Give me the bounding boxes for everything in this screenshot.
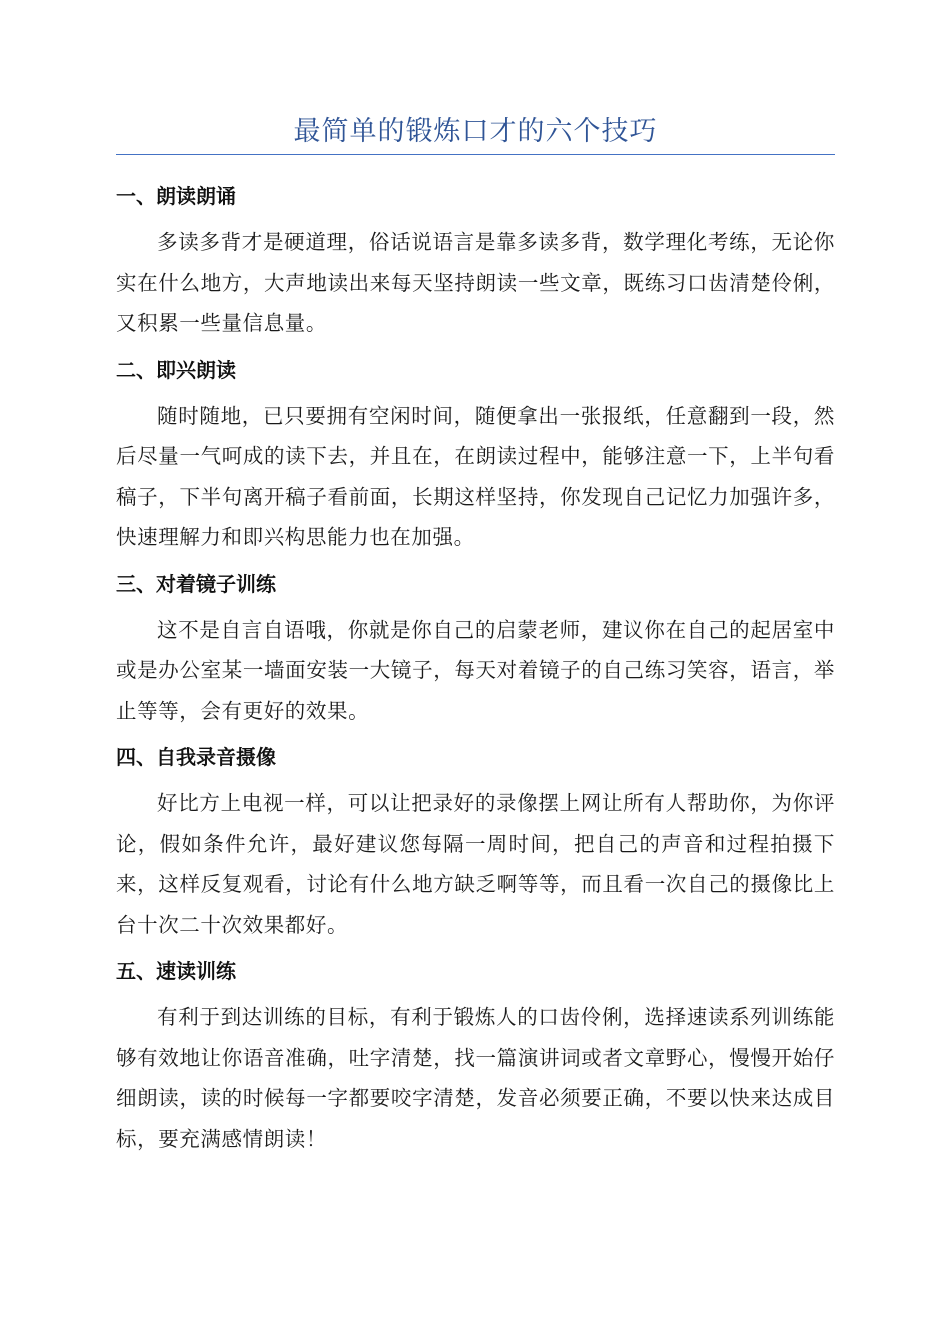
section-heading: 一、朗读朗诵 <box>116 184 236 208</box>
section-reading-aloud <box>116 176 835 344</box>
section-paragraph: 这不是自言自语哦，你就是你自己的启蒙老师，建议你在自己的起居室中或是办公室某一墙面安装一大镜子，每天对着镜子的自己练习笑容，语言，举止等等，会有更好的效果。 <box>116 617 835 723</box>
section-mirror-training <box>116 564 835 732</box>
section-paragraph: 有利于到达训练的目标，有利于锻炼人的口齿伶俐，选择速读系列训练能够有效地让你语音准确，吐字清楚，找一篇演讲词或者文章野心，慢慢开始仔细朗读，读的时候每一字都要咬字清楚，发音必须要正确，不要以快来达成目标，要充满感情朗读！ <box>116 1005 835 1151</box>
section-heading: 五、速读训练 <box>116 959 236 983</box>
document-title: 最简单的锻炼口才的六个技巧 <box>293 116 658 147</box>
section-heading: 三、对着镜子训练 <box>116 571 276 596</box>
section-impromptu-reading <box>116 350 835 558</box>
section-self-recording <box>116 737 835 945</box>
section-paragraph: 好比方上电视一样，可以让把录好的录像摆上网让所有人帮助你，为你评论，假如条件允许，最好建议您每隔一周时间，把自己的声音和过程拍摄下来，这样反复观看，讨论有什么地方缺乏啊等等，而且看一次自己的摄像比上台十次二十次效果都好。 <box>116 791 835 937</box>
section-paragraph: 随时随地，已只要拥有空闲时间，随便拿出一张报纸，任意翻到一段，然后尽量一气呵成的读下去，并且在，在朗读过程中，能够注意一下，上半句看稿子，下半句离开稿子看前面，长期这样坚持，你发现自己记忆力加强许多，快速理解力和即兴构思能力也在加强。 <box>116 403 835 549</box>
section-paragraph: 多读多背才是硬道理，俗话说语言是靠多读多背，数学理化考练，无论你实在什么地方，大声地读出来每天坚持朗读一些文章，既练习口齿清楚伶俐，又积累一些量信息量。 <box>116 230 835 335</box>
section-heading: 四、自我录音摄像 <box>116 745 276 769</box>
section-speed-reading <box>116 951 835 1159</box>
document-body <box>116 176 835 1165</box>
section-heading: 二、即兴朗读 <box>116 357 236 382</box>
title-underline <box>116 154 835 155</box>
